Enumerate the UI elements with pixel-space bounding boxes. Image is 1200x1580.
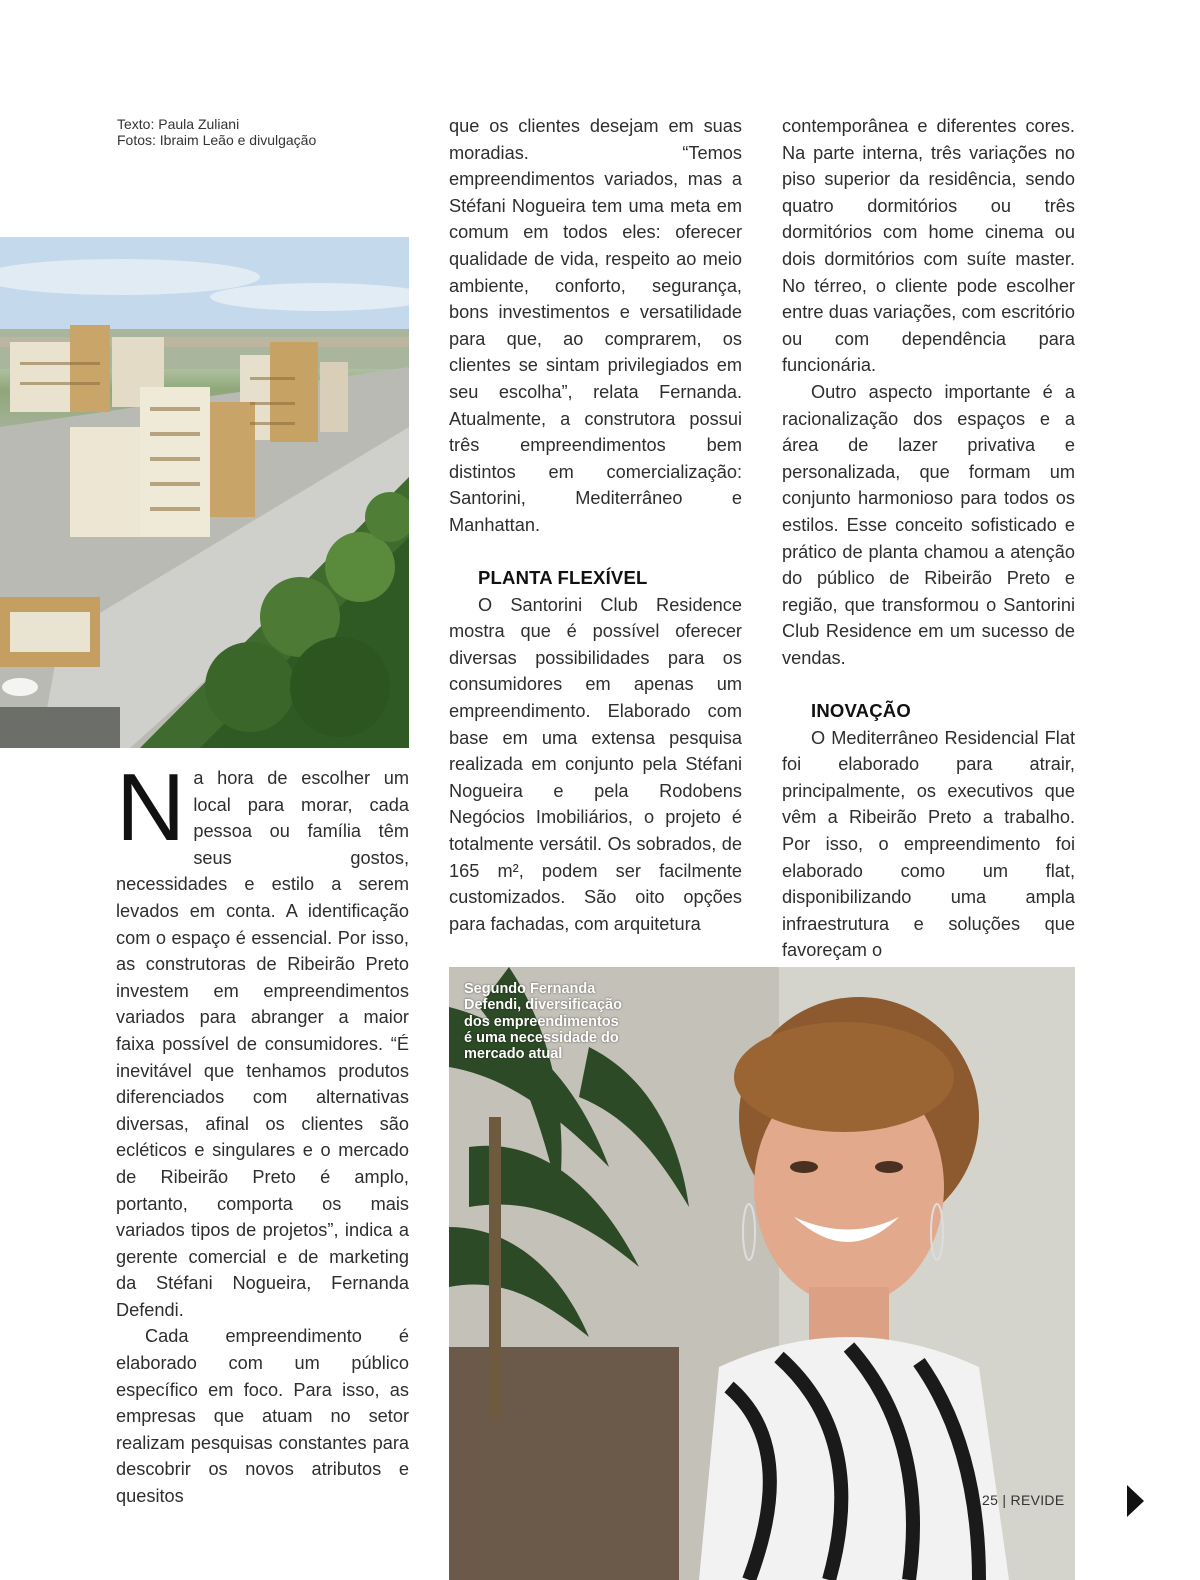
text-credit-author: Paula Zuliani: [158, 116, 240, 132]
col3-paragraph-2: Outro aspecto importante é a racionalização dos espaços e a área de lazer privativa e personalizada, que formam um conjunto harmonioso para todos os estilos. Esse conceito sofisticado e prático de planta chamou a atenção do público de Ribeirão Preto e região, que transformou o Santorini Club Residence em um sucesso de vendas.: [782, 381, 1075, 668]
col2-paragraph-2: O Santorini Club Residence mostra que é possível oferecer diversas possibilidades para os consumidores em apenas um empreendimento. Elaborado com base em uma extensa pesquisa realizada em conjunto pela Stéfani Nogueira e pela Rodobens Negócios Imobiliários, o projeto é totalmente versátil. Os sobrados, de 165 m², podem ser facilmente customizados. São oito opções para fachadas, com arquitetura: [449, 594, 742, 934]
article-column-3: [782, 113, 1075, 964]
col2-paragraph-1: que os clientes desejam em suas moradias. “Temos empreendimentos variados, mas a Stéfani Nogueira tem uma meta em comum em todos eles: oferecer qualidade de vida, respeito ao meio ambiente, conforto, segurança, bons investimentos e versatilidade para que, ao comprarem, os clientes se sintam privilegiados em seu escolha”, relata Fernanda. Atualmente, a construtora possui três empreendimentos bem distintos em comercialização: Santorini, Mediterrâneo e Manhattan.: [449, 116, 742, 535]
col1-paragraph-1: a hora de escolher um local para morar, cada pessoa ou família têm seus gostos, necessidades e estilo a serem levados em conta. A identificação com o espaço é essencial. Por isso, as construtoras de Ribeirão Preto investem em empreendimentos variados para abranger a maior faixa possível de consumidores. “É inevitável que tenhamos produtos diferenciados com alternativas diversas, afinal os clientes são ecléticos e singulares e o mercado de Ribeirão Preto é amplo, portanto, comporta os mais variados tipos de projetos”, indica a gerente comercial e de marketing da Stéfani Nogueira, Fernanda Defendi.: [116, 768, 409, 1320]
subheading-planta-flexivel: PLANTA FLEXÍVEL: [478, 567, 648, 589]
photo-credit: [117, 132, 316, 148]
article-column-2: [449, 113, 742, 937]
photo-credit-author: Ibraim Leão e divulgação: [159, 132, 317, 148]
photo-credits: [117, 116, 316, 148]
page-number: 25: [982, 1492, 999, 1508]
condominium-rendering-photo: [0, 237, 409, 748]
magazine-name: REVIDE: [1010, 1492, 1065, 1508]
col1-paragraph-2: Cada empreendimento é elaborado com um público específico em foco. Para isso, as empresas que atuam no setor realizam pesquisas constantes para descobrir os novos atributos e quesitos: [116, 1326, 409, 1507]
col3-paragraph-3: O Mediterrâneo Residencial Flat foi elaborado para atrair, principalmente, os executivos que vêm a Ribeirão Preto a trabalho. Por isso, o empreendimento foi elaborado como um flat, disponibilizando uma ampla infraestrutura e soluções que favoreçam o: [782, 727, 1075, 961]
subheading-inovacao: INOVAÇÃO: [811, 700, 911, 722]
col3-paragraph-1: contemporânea e diferentes cores. Na parte interna, três variações no piso superior da residência, sendo quatro dormitórios ou três dormitórios com home cinema ou dois dormitórios com suíte master. No térreo, o cliente pode escolher entre duas variações, com escritório ou com dependência para funcionária.: [782, 116, 1075, 376]
folio-separator: |: [1002, 1492, 1007, 1508]
photo-credit-label: Fotos:: [117, 132, 156, 148]
page-folio: [982, 1492, 1064, 1508]
photo-caption: Segundo Fernanda Defendi, diversificação dos empreendimentos é uma necessidade do mercado atual: [464, 981, 622, 1063]
next-page-arrow-icon[interactable]: [1127, 1485, 1144, 1517]
drop-cap: N: [116, 754, 186, 861]
text-credit-label: Texto:: [117, 116, 155, 132]
text-credit: [117, 116, 316, 132]
article-column-1: [116, 754, 409, 1510]
